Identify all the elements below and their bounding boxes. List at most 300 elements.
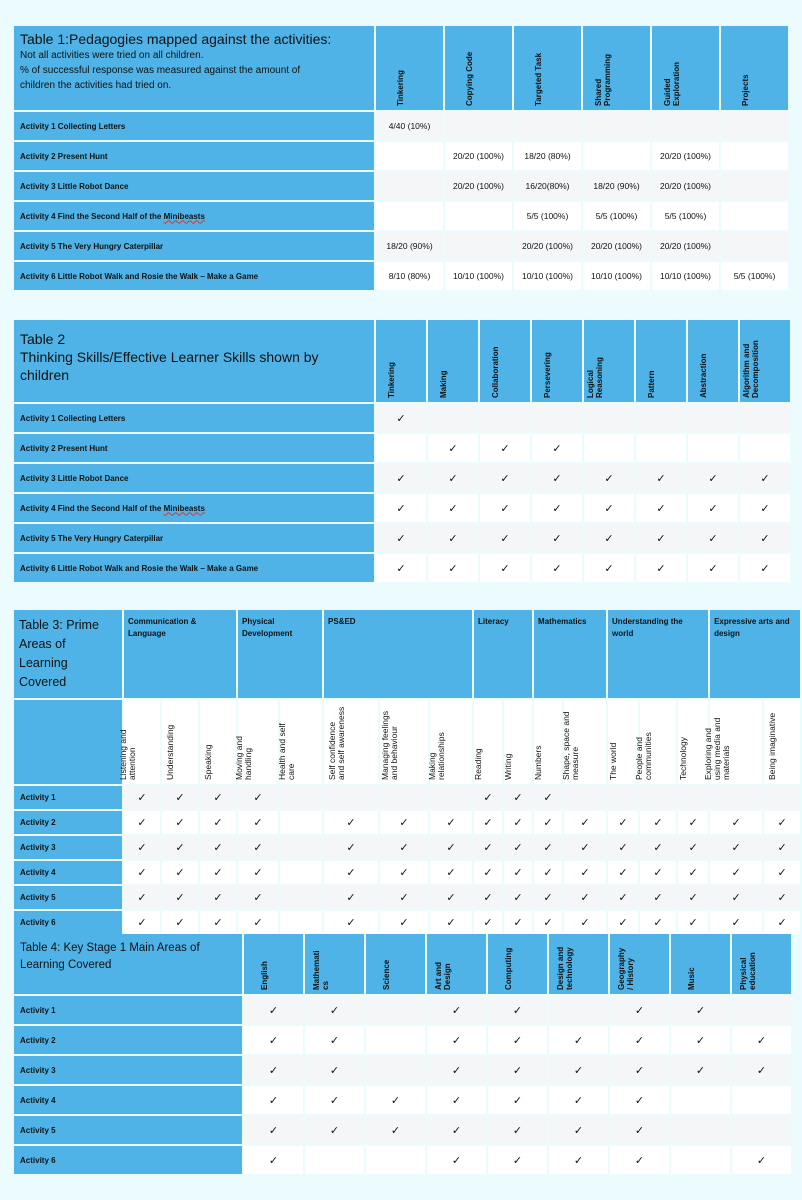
table3-col-header-cell [504,700,532,784]
check-mark: ✓ [244,1116,303,1144]
empty-cell [671,1146,730,1174]
check-mark: ✓ [610,1116,669,1144]
check-mark: ✓ [549,1146,608,1174]
check-mark: ✓ [710,861,762,884]
check-mark: ✓ [732,1146,791,1174]
activity-label: Activity 2 Present Hunt [14,142,374,170]
pedagogies-table [12,24,790,292]
activity-label: Activity 1 Collecting Letters [14,112,374,140]
table1-cell: 20/20 (100%) [652,172,719,200]
check-mark: ✓ [428,494,478,522]
check-mark: ✓ [732,1056,791,1084]
check-mark: ✓ [200,836,236,859]
check-mark: ✓ [671,1056,730,1084]
check-mark: ✓ [640,861,676,884]
check-mark: ✓ [636,464,686,492]
check-mark: ✓ [532,464,582,492]
check-mark: ✓ [764,836,800,859]
table-row [14,1086,791,1114]
check-mark: ✓ [740,524,790,552]
check-mark: ✓ [608,861,638,884]
check-mark: ✓ [688,464,738,492]
check-mark: ✓ [488,1086,547,1114]
thinking-skills-table [12,318,792,584]
activity-label: Activity 3 Little Robot Dance [14,464,374,492]
table3-col-header: People and communities [634,732,654,780]
table1-cell [445,202,512,230]
check-mark: ✓ [430,886,472,909]
empty-cell [480,404,530,432]
table3-col-header-cell [764,700,800,784]
table3-col-header-cell [277,700,322,784]
table-row [14,1146,791,1174]
check-mark: ✓ [474,886,502,909]
empty-cell [280,886,322,909]
table3-col-header-cell [324,700,378,784]
check-mark: ✓ [238,836,278,859]
empty-cell [366,1026,425,1054]
table1-cell [376,172,443,200]
check-mark: ✓ [610,1086,669,1114]
empty-cell [324,786,378,809]
check-mark: ✓ [124,886,160,909]
check-mark: ✓ [488,1146,547,1174]
check-mark: ✓ [474,786,502,809]
check-mark: ✓ [488,1056,547,1084]
empty-cell [366,1146,425,1174]
activity-label: Activity 6 [14,1146,242,1174]
table3-col-header: Shape, space and measure [561,711,581,780]
table3-group-header: Physical Development [238,610,322,698]
check-mark: ✓ [534,911,562,934]
activity-label: Activity 5 The Very Hungry Caterpillar [14,524,374,552]
table1-cell [721,172,788,200]
table1-col-header: Shared Programming [593,53,612,106]
table1-cell [514,112,581,140]
check-mark: ✓ [480,554,530,582]
check-mark: ✓ [200,886,236,909]
check-mark: ✓ [324,836,378,859]
table4-col-header: Music [686,967,696,990]
table1-col-header: Targeted Task [533,52,543,106]
table1-cell [721,202,788,230]
table3-col-header: Reading [473,748,484,780]
table3-group-header: PS&ED [324,610,472,698]
table1-col-header: Copying Code [464,51,474,106]
check-mark: ✓ [764,886,800,909]
empty-cell [764,786,800,809]
activity-label: Activity 3 Little Robot Dance [14,172,374,200]
activity-label: Activity 4 [14,1086,242,1114]
check-mark: ✓ [584,554,634,582]
check-mark: ✓ [710,836,762,859]
table1-cell: 10/10 (100%) [514,262,581,290]
check-mark: ✓ [238,811,278,834]
check-mark: ✓ [610,1026,669,1054]
table3-title-cell [14,610,122,698]
check-mark: ✓ [376,554,426,582]
table3-col-header: The world [608,742,619,780]
check-mark: ✓ [427,1026,486,1054]
check-mark: ✓ [504,836,532,859]
empty-cell [532,404,582,432]
check-mark: ✓ [480,464,530,492]
table3-col-header-cell [118,700,160,784]
check-mark: ✓ [376,494,426,522]
check-mark: ✓ [504,886,532,909]
check-mark: ✓ [640,836,676,859]
check-mark: ✓ [534,861,562,884]
check-mark: ✓ [324,911,378,934]
key-stage-table [12,932,793,1176]
empty-cell [732,1086,791,1114]
table1-cell: 5/5 (100%) [583,202,650,230]
table1-title-cell [14,26,374,110]
check-mark: ✓ [488,1116,547,1144]
table2-col-header: Making [439,370,448,398]
empty-cell [640,786,676,809]
check-mark: ✓ [532,434,582,462]
activity-label: Activity 3 [14,1056,242,1084]
check-mark: ✓ [532,554,582,582]
check-mark: ✓ [549,1086,608,1114]
check-mark: ✓ [380,836,428,859]
check-mark: ✓ [124,861,160,884]
check-mark: ✓ [608,836,638,859]
table-row [14,232,788,260]
table3-col-header: Listening and attention [118,729,137,780]
table-row [14,202,788,230]
table3-title: Table 3: Prime Areas of Learning Covered [19,618,99,689]
check-mark: ✓ [380,886,428,909]
check-mark: ✓ [710,886,762,909]
empty-cell [280,861,322,884]
check-mark: ✓ [200,786,236,809]
check-mark: ✓ [480,434,530,462]
table3-col-header-cell [634,700,676,784]
activity-label: Activity 1 [14,996,242,1024]
table-row [14,886,800,909]
table3-group-header: Communication & Language [124,610,236,698]
table-row [14,494,790,522]
table-row [14,786,800,809]
empty-cell [740,434,790,462]
activity-label: Activity 5 The Very Hungry Caterpillar [14,232,374,260]
table-row [14,996,791,1024]
activity-label: Activity 6 Little Robot Walk and Rosie the Walk – Make a Game [14,554,374,582]
table1-cell [583,142,650,170]
table2-col-header: Algorithm and Decomposition [742,340,760,398]
table1-cell: 20/20 (100%) [514,232,581,260]
check-mark: ✓ [162,811,198,834]
table1-cell: 16/20(80%) [514,172,581,200]
check-mark: ✓ [488,996,547,1024]
table1-cell [721,112,788,140]
check-mark: ✓ [764,811,800,834]
activity-label [14,494,374,522]
table3-col-header-cell [234,700,278,784]
check-mark: ✓ [124,811,160,834]
activity-label: Activity 5 [14,886,122,909]
check-mark: ✓ [162,786,198,809]
activity-label-text: Minibeasts [163,211,205,221]
empty-cell [740,404,790,432]
check-mark: ✓ [504,861,532,884]
table1-col-header: Guided Exploration [662,61,681,106]
check-mark: ✓ [608,911,638,934]
check-mark: ✓ [124,786,160,809]
table-row [14,1116,791,1144]
activity-label: Activity 1 [14,786,122,809]
table3-col-header: Managing feelings and behaviour [380,711,400,780]
empty-cell [671,1086,730,1114]
table4-col-header: Geography / History [616,947,635,990]
table3-col-header: Numbers [533,745,544,780]
check-mark: ✓ [244,1146,303,1174]
check-mark: ✓ [488,1026,547,1054]
prime-areas-table [12,608,802,936]
check-mark: ✓ [162,836,198,859]
check-mark: ✓ [428,464,478,492]
table1-cell: 20/20 (100%) [583,232,650,260]
table4-col-header: Art and Design [433,962,452,990]
check-mark: ✓ [380,911,428,934]
check-mark: ✓ [324,811,378,834]
check-mark: ✓ [427,1056,486,1084]
table2-col-header: Logical Reasoning [586,357,604,398]
check-mark: ✓ [474,911,502,934]
check-mark: ✓ [564,886,606,909]
empty-cell [430,786,472,809]
check-mark: ✓ [480,494,530,522]
table1-cell [583,112,650,140]
table1-title: Table 1:Pedagogies mapped against the activities: [20,31,332,47]
empty-cell [636,434,686,462]
check-mark: ✓ [636,554,686,582]
activity-label: Activity 3 [14,836,122,859]
table1-cell: 20/20 (100%) [445,142,512,170]
activity-label: Activity 2 [14,1026,242,1054]
empty-cell [688,434,738,462]
table1-cell: 10/10 (100%) [583,262,650,290]
check-mark: ✓ [534,886,562,909]
check-mark: ✓ [678,861,708,884]
check-mark: ✓ [564,836,606,859]
table1-cell: 20/20 (100%) [652,232,719,260]
activity-label: Activity 6 [14,911,122,934]
activity-label: Activity 2 [14,811,122,834]
empty-cell [376,434,426,462]
check-mark: ✓ [200,861,236,884]
check-mark: ✓ [428,554,478,582]
check-mark: ✓ [305,996,364,1024]
empty-cell [584,404,634,432]
check-mark: ✓ [610,1146,669,1174]
empty-cell [710,786,762,809]
check-mark: ✓ [430,811,472,834]
empty-cell [305,1146,364,1174]
check-mark: ✓ [549,1116,608,1144]
table2-title-cell [14,320,374,402]
table3-col-header-cell [474,700,502,784]
check-mark: ✓ [534,811,562,834]
table-row [14,112,788,140]
activity-label-text: Activity 4 Find the Second Half of the [20,503,164,513]
check-mark: ✓ [427,1116,486,1144]
check-mark: ✓ [324,861,378,884]
check-mark: ✓ [380,861,428,884]
table1-note-2: % of successful response was measured against the amount of [20,65,301,76]
check-mark: ✓ [564,811,606,834]
table1-cell: 20/20 (100%) [445,172,512,200]
check-mark: ✓ [764,911,800,934]
check-mark: ✓ [124,911,160,934]
table3-col-header-cell [427,700,472,784]
table4-title-cell [14,934,242,994]
check-mark: ✓ [678,886,708,909]
table-row [14,464,790,492]
check-mark: ✓ [584,464,634,492]
check-mark: ✓ [376,524,426,552]
table3-group-header: Literacy [474,610,532,698]
table1-cell: 10/10 (100%) [445,262,512,290]
table-row [14,262,788,290]
table2-col-header: Pattern [647,370,656,398]
table3-group-header: Expressive arts and design [710,610,800,698]
check-mark: ✓ [636,524,686,552]
table3-blank-corner [14,700,122,784]
table1-cell [445,232,512,260]
table1-cell: 5/5 (100%) [514,202,581,230]
table2-col-header: Abstraction [699,353,708,398]
check-mark: ✓ [640,911,676,934]
table1-cell: 5/5 (100%) [721,262,788,290]
table3-col-header: Writing [503,753,514,780]
check-mark: ✓ [244,1056,303,1084]
check-mark: ✓ [636,494,686,522]
check-mark: ✓ [427,1086,486,1114]
table3-col-header: Moving and handling [234,736,253,780]
empty-cell [280,836,322,859]
check-mark: ✓ [124,836,160,859]
check-mark: ✓ [428,434,478,462]
table1-cell: 18/20 (90%) [376,232,443,260]
table3-col-header: Making relationships [427,732,447,780]
check-mark: ✓ [549,1056,608,1084]
check-mark: ✓ [671,996,730,1024]
table1-cell: 4/40 (10%) [376,112,443,140]
table1-cell: 8/10 (80%) [376,262,443,290]
activity-label: Activity 2 Present Hunt [14,434,374,462]
check-mark: ✓ [428,524,478,552]
table4-col-header: Science [381,959,391,990]
table1-col-header: Projects [740,74,750,106]
check-mark: ✓ [688,554,738,582]
check-mark: ✓ [640,811,676,834]
empty-cell [732,1116,791,1144]
table3-col-header: Understanding [165,724,175,780]
table1-cell [445,112,512,140]
check-mark: ✓ [162,911,198,934]
empty-cell [366,1056,425,1084]
table1-cell [376,202,443,230]
check-mark: ✓ [764,861,800,884]
check-mark: ✓ [610,996,669,1024]
check-mark: ✓ [376,464,426,492]
table4-col-header: English [259,961,269,990]
table-row [14,554,790,582]
check-mark: ✓ [564,911,606,934]
table-row [14,404,790,432]
check-mark: ✓ [671,1026,730,1054]
empty-cell [608,786,638,809]
table4-col-header: Mathemati cs [311,950,330,990]
check-mark: ✓ [305,1086,364,1114]
table-row [14,861,800,884]
empty-cell [732,996,791,1024]
activity-label-text: Activity 4 Find the Second Half of the [20,211,164,221]
table3-col-header-cell [200,700,236,784]
table4-title: Table 4: Key Stage 1 Main Areas of Learning Covered [20,942,200,971]
activity-label-text: Minibeasts [163,503,205,513]
check-mark: ✓ [740,494,790,522]
table1-cell: 5/5 (100%) [652,202,719,230]
empty-cell [636,404,686,432]
empty-cell [366,996,425,1024]
table4-col-header: Design and technology [555,946,574,990]
table-row [14,1026,791,1054]
check-mark: ✓ [305,1056,364,1084]
table3-col-header-cell [380,700,428,784]
table1-note-3: children the activities had tried on. [20,80,172,91]
check-mark: ✓ [532,494,582,522]
table3-col-header: Technology [678,736,689,780]
check-mark: ✓ [244,1026,303,1054]
table1-cell: 18/20 (90%) [583,172,650,200]
table3-col-header-cell [534,700,562,784]
check-mark: ✓ [162,886,198,909]
check-mark: ✓ [430,861,472,884]
table1-cell [376,142,443,170]
table1-cell: 10/10 (100%) [652,262,719,290]
check-mark: ✓ [474,861,502,884]
check-mark: ✓ [162,861,198,884]
empty-cell [584,434,634,462]
check-mark: ✓ [740,464,790,492]
check-mark: ✓ [238,861,278,884]
check-mark: ✓ [427,1146,486,1174]
table3-col-header: Being imaginative [767,712,778,780]
empty-cell [280,811,322,834]
activity-label: Activity 4 [14,861,122,884]
check-mark: ✓ [238,886,278,909]
table3-col-header-cell [703,700,762,784]
check-mark: ✓ [200,811,236,834]
check-mark: ✓ [740,554,790,582]
check-mark: ✓ [244,996,303,1024]
check-mark: ✓ [474,811,502,834]
check-mark: ✓ [678,836,708,859]
check-mark: ✓ [427,996,486,1024]
empty-cell [564,786,606,809]
check-mark: ✓ [305,1026,364,1054]
empty-cell [280,786,322,809]
check-mark: ✓ [584,524,634,552]
table3-col-header: Exploring and using media and materials [703,717,732,780]
check-mark: ✓ [305,1116,364,1144]
check-mark: ✓ [532,524,582,552]
check-mark: ✓ [504,811,532,834]
